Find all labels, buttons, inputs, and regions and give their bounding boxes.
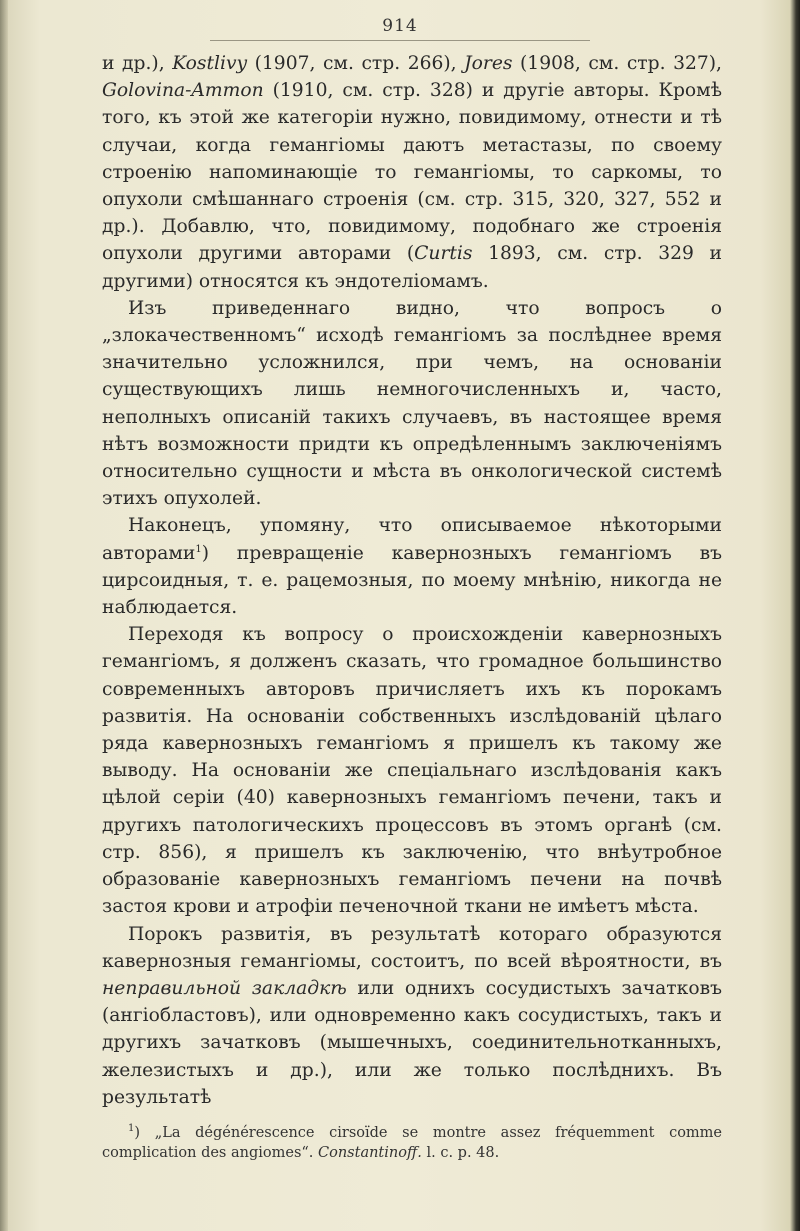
- paragraph-2: Изъ приведеннаго видно, что вопросъ о „злокачественномъ“ исходѣ гемангіомъ за послѣднее время значительно усложнился, при чемъ, на основаніи существующихъ лишь немногочисленныхъ и, часто, неполныхъ описаній такихъ случаевъ, въ настоящее время нѣтъ возможности придти къ опредѣленнымъ заключеніямъ относительно сущности и мѣста въ онкологической системѣ этихъ опухолей.: [102, 297, 722, 510]
- page-edge-shadow: [0, 0, 8, 1231]
- header-rule: [210, 40, 590, 41]
- paragraph-1: и др.), Kostlivy (1907, см. стр. 266), Jores (1908, см. стр. 327), Golovina-Ammon (1910, см. стр. 328) и другіе авторы. Кромѣ того, къ этой же категоріи нужно, повидимому, отнести и тѣ случаи, когда гемангіомы даютъ метастазы, по своему строенію напоминающіе то гемангіомы, то саркомы, то опухоли смѣшаннаго строенія (см. стр. 315, 320, 327, 552 и др.). Добавлю, что, повидимому, подобнаго же строенія опухоли другими авторами (Curtis 1893, см. стр. 329 и другими) относятся къ эндотеліомамъ.: [102, 53, 722, 292]
- footnote: $^1$) „La dégénérescence cirsoïde se montre assez fréquemment comme complication des angiomes“. Constantinoff. l. c. p. 48.: [102, 1123, 722, 1161]
- paragraph-5: Порокъ развитія, въ результатѣ котораго образуются кавернозныя гемангіомы, состоитъ, по всей вѣроятности, въ неправильной закладкѣ или однихъ сосудистыхъ зачатковъ (ангіобластовъ), или одновременно какъ сосудистыхъ, такъ и другихъ зачатковъ (мышечныхъ, соединительнотканныхъ, железистыхъ и др.), или же только послѣднихъ. Въ результатѣ: [102, 923, 722, 1108]
- paragraph-4: Переходя къ вопросу о происхожденіи кавернозныхъ гемангіомъ, я долженъ сказать, что громадное большинство современныхъ авторовъ причисляетъ ихъ къ порокамъ развитія. На основаніи собственныхъ изслѣдованій цѣлаго ряда кавернозныхъ гемангіомъ я пришелъ къ такому же выводу. На основаніи же спеціальнаго изслѣдованія какъ цѣлой серіи (40) кавернозныхъ гемангіомъ печени, такъ и другихъ патологическихъ процессовъ въ этомъ органѣ (см. стр. 856), я пришелъ къ заключенію, что внѣутробное образованіе кавернозныхъ гемангіомъ печени на почвѣ застоя крови и атрофіи печеночной ткани не имѣетъ мѣста.: [102, 624, 722, 918]
- paragraph-3: Наконецъ, упомяну, что описываемое нѣкоторыми авторами$^1$) превращеніе кавернозныхъ гемангіомъ въ цирсоидныя, т. е. рацемозныя, по моему мнѣнію, никогда не наблюдается.: [102, 515, 722, 619]
- body-text: [102, 50, 722, 1163]
- page-number: 914: [382, 16, 418, 36]
